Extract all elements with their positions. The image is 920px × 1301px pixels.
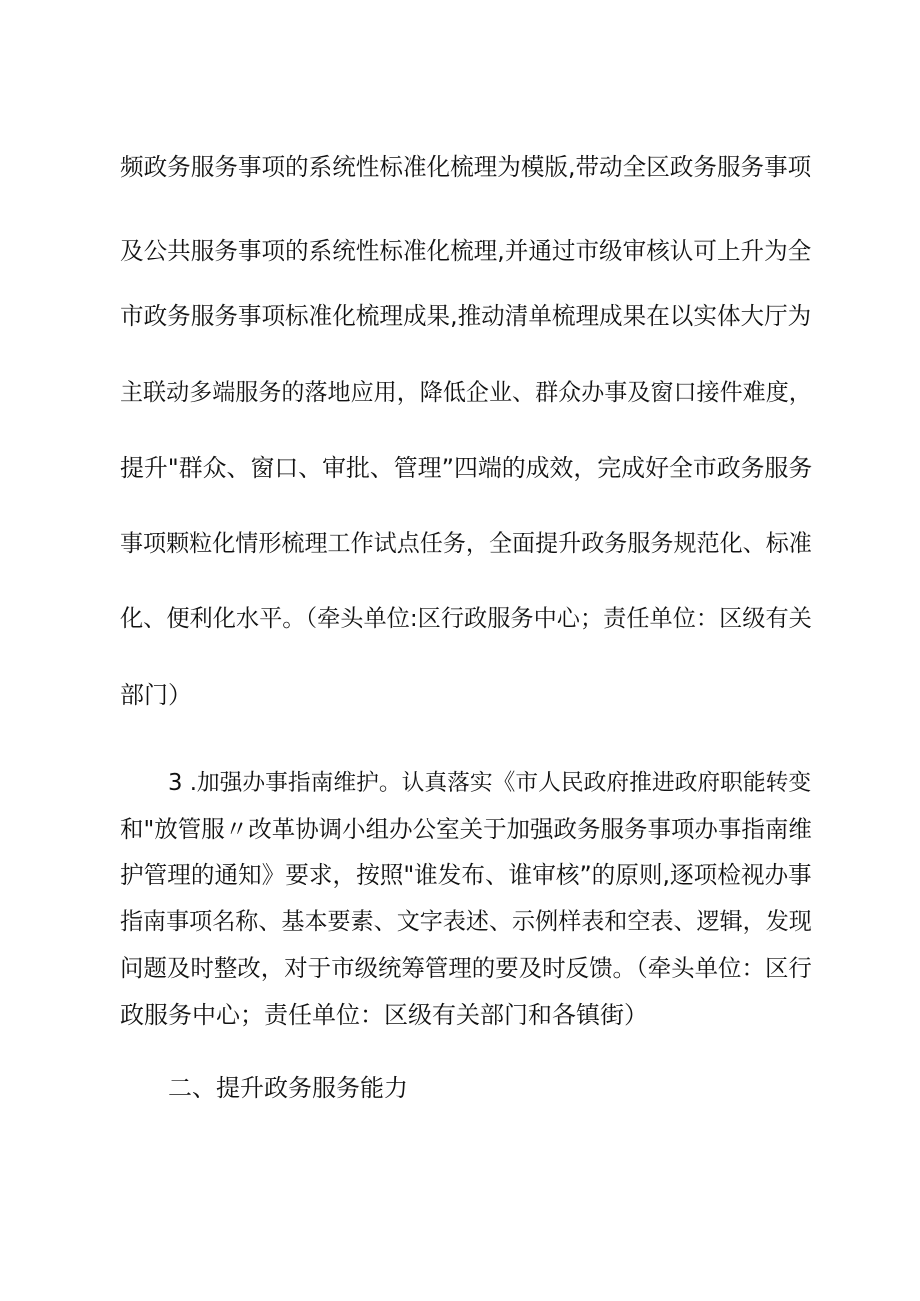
text-line: 主联动多端服务的落地应用，降低企业、群众办事及窗口接件难度， bbox=[120, 380, 812, 406]
text-line: 提升"群众、窗口、审批、管理”四端的成效，完成好全市政务服务 bbox=[120, 454, 813, 482]
text-line: 政服务中心；责任单位：区级有关部门和各镇街） bbox=[120, 1001, 648, 1029]
text-line: 指南事项名称、基本要素、文字表述、示例样表和空表、逻辑，发现 bbox=[120, 909, 812, 935]
text-line: 问题及时整改，对于市级统筹管理的要及时反馈。（牵头单位：区行 bbox=[120, 954, 812, 982]
text-line: 及公共服务事项的系统性标准化梳理,并通过市级审核认可上升为全 bbox=[120, 237, 812, 265]
text-line: 化、便利化水平。（牵头单位:区行政服务中心；责任单位：区级有关 bbox=[120, 605, 812, 632]
text-line: 事项颗粒化情形梳理工作试点任务，全面提升政务服务规范化、标准 bbox=[120, 531, 812, 557]
text-line: 市政务服务事项标准化梳理成果,推动清单梳理成果在以实体大厅为 bbox=[120, 302, 812, 330]
text-line: 和"放管服〃改革协调小组办公室关于加强政务服务事项办事指南维 bbox=[120, 815, 812, 843]
text-line: 3 .加强办事指南维护。认真落实《市人民政府推进政府职能转变 bbox=[168, 770, 812, 796]
text-line: 部门） bbox=[120, 681, 192, 709]
section-heading: 二、提升政务服务能力 bbox=[168, 1074, 408, 1102]
text-line: 频政务服务事项的系统性标准化梳理为模版,带动全区政务服务事项 bbox=[120, 153, 812, 181]
text-line: 护管理的通知》要求，按照"谁发布、谁审核”的原则,逐项检视办事 bbox=[120, 861, 812, 889]
